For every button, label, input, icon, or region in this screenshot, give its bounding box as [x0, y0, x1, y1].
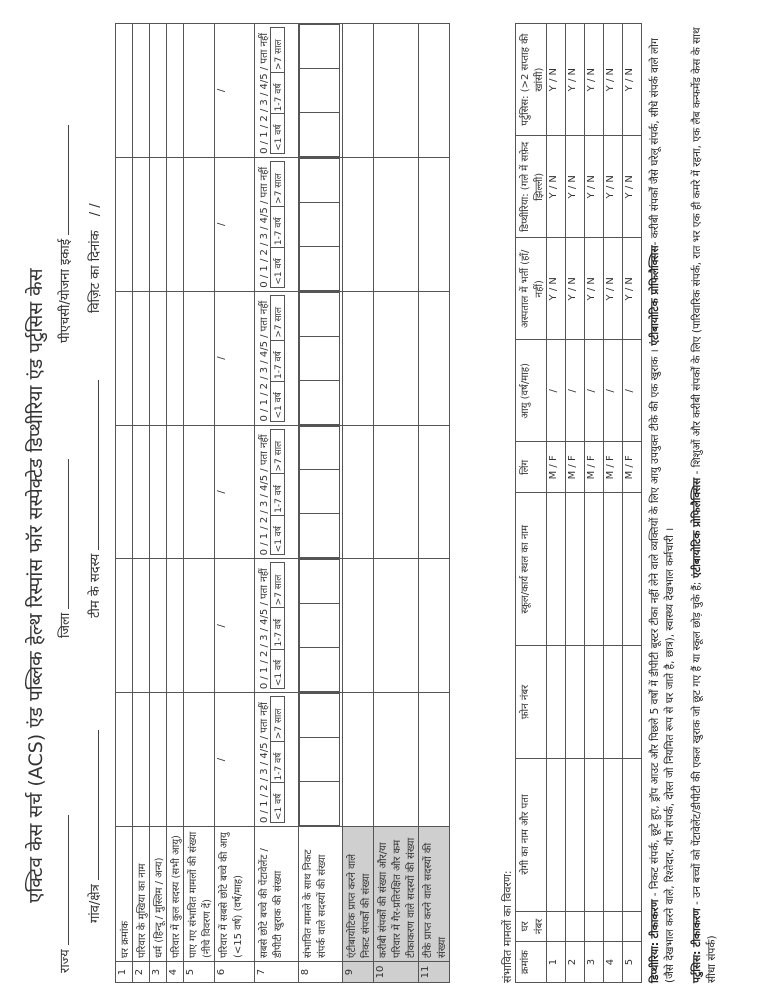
household-row [184, 24, 215, 983]
case-field-cell[interactable] [566, 493, 585, 646]
district-field [55, 459, 73, 638]
age-count-cell[interactable] [300, 292, 340, 336]
yes-no-cell[interactable]: Y / N [623, 136, 642, 238]
household-cell[interactable] [167, 24, 184, 158]
case-field-cell[interactable] [604, 493, 623, 646]
household-row [167, 24, 184, 983]
village-field [85, 730, 103, 923]
household-cell[interactable] [215, 425, 255, 559]
household-cell[interactable] [215, 24, 255, 158]
pertussis-text: - उन बच्चों को पेंटावेलेंट/डीपीटी की एकल खुराक जो छूट गए हैं या स्कूल छोड़ चुके हैं; [691, 581, 703, 909]
household-cell[interactable] [419, 425, 450, 559]
household-cell[interactable] [419, 693, 450, 827]
cases-column-header: रोगी का नाम और पता [516, 758, 547, 911]
yes-no-cell[interactable]: Y / N [585, 136, 604, 238]
household-cell[interactable] [419, 559, 450, 693]
yes-no-cell[interactable]: Y / N [604, 136, 623, 238]
household-cell[interactable] [374, 157, 419, 291]
sex-cell[interactable]: M / F [566, 442, 585, 493]
age-group-label: >7 साल [271, 563, 285, 608]
household-cell[interactable] [299, 425, 343, 559]
row-number: 3 [150, 962, 167, 983]
household-cell[interactable] [167, 291, 184, 425]
case-field-cell[interactable] [604, 911, 623, 942]
yes-no-cell[interactable]: Y / N [604, 238, 623, 340]
household-cell[interactable] [150, 425, 167, 559]
age-count-cell[interactable] [300, 514, 340, 558]
phc-field [55, 125, 73, 343]
dose-options: 0 / 1 / 2 / 3 / 4/5 / पता नहीं [259, 702, 270, 823]
household-cell[interactable] [116, 425, 133, 559]
age-cell[interactable]: / [623, 340, 642, 442]
household-cell[interactable] [150, 559, 167, 693]
case-field-cell[interactable] [623, 646, 642, 758]
age-count-cell[interactable] [300, 68, 340, 112]
household-cell[interactable] [374, 291, 419, 425]
sex-cell[interactable]: M / F [604, 442, 623, 493]
row-number: 8 [299, 962, 343, 983]
household-cell[interactable] [299, 693, 343, 827]
row-number: 7 [255, 962, 299, 983]
household-row [419, 24, 450, 983]
diphtheria-note [648, 23, 678, 983]
household-cell[interactable] [133, 157, 150, 291]
row-label: धर्म (हिन्दू / मुस्लिम / अन्य) [150, 827, 167, 962]
age-group-label: <1 वर्ष [271, 248, 285, 288]
diphtheria-prophylaxis-text: - करीबी संपर्कों जैसे घरेलू संपर्क, सीधे संपर्क वाले लोग (जैसे देखभाल करने वाले, रिश्तेदार, यौन संपर्क, दोस्त जो नियमित रूप से घर जाते है, छात्र), स्वास्थ्य देखभाल कर्मचारी । [649, 38, 676, 983]
age-group-label: >7 साल [271, 295, 285, 340]
household-cell[interactable] [116, 24, 133, 158]
row-label: परिवार के मुखिया का नाम [133, 827, 150, 962]
yes-no-cell[interactable]: Y / N [604, 24, 623, 136]
case-field-cell[interactable] [547, 646, 566, 758]
cases-column-header: घर नंबर [516, 911, 547, 942]
household-cell[interactable] [150, 291, 167, 425]
household-cell[interactable] [133, 425, 150, 559]
age-slashes: / [216, 222, 227, 226]
household-cell[interactable] [255, 157, 299, 291]
household-cell[interactable] [419, 157, 450, 291]
case-field-cell[interactable] [585, 758, 604, 911]
age-cell[interactable]: / [604, 340, 623, 442]
household-cell[interactable] [184, 24, 215, 158]
household-cell[interactable] [133, 24, 150, 158]
household-cell[interactable] [255, 559, 299, 693]
household-cell[interactable] [419, 291, 450, 425]
household-cell[interactable] [374, 693, 419, 827]
row-label: टीके प्राप्त करने वाले सदस्यों की संख्या [419, 827, 450, 962]
row-number: 10 [374, 962, 419, 983]
age-group-label: >7 साल [271, 161, 285, 206]
household-cell[interactable] [116, 291, 133, 425]
diphtheria-text: - निकट संपर्क, छूटे हुए, ड्रॉप आउट और पिछले 5 वर्षों में डीपीटी बूस्टर टीका नहीं लेने वाले व्यक्तियों के लिए आयु उपयुक्त टीके की एक खुराक । [649, 349, 661, 900]
phc-label: पीएचसी/योजना इकाई [58, 238, 73, 343]
cases-column-header: स्कूल/कार्य स्थल का नाम [516, 493, 547, 646]
household-row [299, 24, 343, 983]
household-cell[interactable] [255, 693, 299, 827]
visit-date-label: विज़िट का दिनांक [88, 230, 103, 313]
row-number: 6 [215, 962, 255, 983]
case-row [585, 24, 604, 983]
age-group-label: 1-7 वर्ष [271, 742, 285, 783]
case-row [547, 24, 566, 983]
pertussis-head: पर्टुसिस: टीकाकरण [691, 908, 703, 983]
case-field-cell[interactable] [623, 911, 642, 942]
case-field-cell[interactable] [547, 911, 566, 942]
row-label: पाए गए संभावित मामलों की संख्या (नीचे विवरण दें) [184, 827, 215, 962]
village-label: गांव/क्षेत्र [88, 884, 103, 923]
age-slashes: / [216, 757, 227, 762]
dose-options: 0 / 1 / 2 / 3 / 4/5 / पता नहीं [259, 300, 270, 422]
household-row [116, 24, 133, 983]
household-cell[interactable] [167, 693, 184, 827]
cases-column-header: क्रमांक [516, 942, 547, 983]
cases-column-header: डिप्थीरिया: (गले में सफ़ेद झिल्ली) [516, 136, 547, 238]
case-row [623, 24, 642, 983]
age-group-label: <1 वर्ष [271, 783, 285, 823]
household-cell[interactable] [343, 559, 374, 693]
yes-no-cell[interactable]: Y / N [585, 24, 604, 136]
age-group-label: 1-7 वर्ष [271, 608, 285, 649]
age-group-label: <1 वर्ष [271, 114, 285, 154]
age-count-cell[interactable] [300, 336, 340, 380]
case-number: 3 [585, 942, 604, 983]
dose-options: 0 / 1 / 2 / 3 / 4/5 / पता नहीं [259, 166, 270, 288]
case-field-cell[interactable] [566, 646, 585, 758]
household-cell[interactable] [167, 559, 184, 693]
case-field-cell[interactable] [547, 758, 566, 911]
yes-no-cell[interactable]: Y / N [585, 238, 604, 340]
household-cell[interactable] [343, 291, 374, 425]
case-number: 2 [566, 942, 585, 983]
age-slashes: / [216, 356, 227, 360]
household-cell[interactable] [167, 157, 184, 291]
age-group-label: >7 साल [271, 429, 285, 474]
dose-options: 0 / 1 / 2 / 3 / 4/5 / पता नहीं [259, 434, 270, 556]
yes-no-cell[interactable]: Y / N [547, 136, 566, 238]
age-slashes: / [216, 88, 227, 93]
age-count-cell[interactable] [300, 604, 340, 648]
age-group-label: 1-7 वर्ष [271, 340, 285, 381]
age-count-cell[interactable] [300, 738, 340, 782]
row-label: परिवार में सबसे छोटे बच्चे की आयु (<15 वर्ष) (वर्ष/माह) [215, 827, 255, 962]
age-group-label: 1-7 वर्ष [271, 474, 285, 515]
age-count-cell[interactable] [300, 648, 340, 692]
household-cell[interactable] [116, 693, 133, 827]
household-cell[interactable] [150, 157, 167, 291]
household-cell[interactable] [150, 24, 167, 158]
household-cell[interactable] [215, 693, 255, 827]
household-cell[interactable] [133, 559, 150, 693]
household-cell[interactable] [184, 157, 215, 291]
household-cell[interactable] [116, 157, 133, 291]
district-label: जिला [58, 612, 73, 638]
age-count-cell[interactable] [300, 470, 340, 514]
state-field [55, 815, 73, 973]
age-group-label: >7 साल [271, 28, 285, 73]
case-row [604, 24, 623, 983]
household-cell[interactable] [150, 693, 167, 827]
age-count-cell[interactable] [300, 380, 340, 424]
cases-section-title: संभावित मामलों का विवरण: [501, 870, 514, 983]
age-count-cell[interactable] [300, 782, 340, 826]
household-row [215, 24, 255, 983]
age-count-cell[interactable] [300, 25, 340, 69]
yes-no-cell[interactable]: Y / N [566, 238, 585, 340]
team-label: टीम के सदस्य [88, 553, 103, 618]
yes-no-cell[interactable]: Y / N [547, 238, 566, 340]
household-cell[interactable] [343, 157, 374, 291]
household-cell[interactable] [184, 425, 215, 559]
case-field-cell[interactable] [604, 646, 623, 758]
household-cell[interactable] [374, 24, 419, 158]
household-cell[interactable] [255, 24, 299, 158]
row-number: 2 [133, 962, 150, 983]
yes-no-cell[interactable]: Y / N [566, 136, 585, 238]
household-cell[interactable] [215, 559, 255, 693]
cases-table [515, 23, 642, 983]
case-number: 4 [604, 942, 623, 983]
household-cell[interactable] [299, 559, 343, 693]
age-count-cell[interactable] [300, 694, 340, 738]
row-label: संभावित मामले के साथ निकट संपर्क वाले सदस्यों की संख्या [299, 827, 343, 962]
age-group-label: 1-7 वर्ष [271, 206, 285, 247]
household-cell[interactable] [374, 559, 419, 693]
row-label: घर क्रमांक [116, 827, 133, 962]
household-cell[interactable] [299, 157, 343, 291]
household-cell[interactable] [299, 291, 343, 425]
age-count-cell[interactable] [300, 202, 340, 246]
row-label: सबसे छोटे बच्चे की पेंटावेलेंट / डीपीटी खुराक की संख्या [255, 827, 299, 962]
yes-no-cell[interactable]: Y / N [547, 24, 566, 136]
case-number: 5 [623, 942, 642, 983]
notes-block [648, 23, 720, 983]
household-cell[interactable] [133, 693, 150, 827]
yes-no-cell[interactable]: Y / N [623, 24, 642, 136]
age-cell[interactable]: / [566, 340, 585, 442]
form-title: एक्टिव केस सर्च (ACS) एंड पब्लिक हेल्थ रिस्पांस फॉर सस्पेक्टेड डिप्थीरिया एंड पर्टुसिस केस [25, 268, 47, 903]
age-count-cell[interactable] [300, 426, 340, 470]
age-slashes: / [216, 490, 227, 494]
pertussis-prophylaxis-head: एंटीबायोटिक प्रोफिलैक्सिस [691, 477, 703, 582]
row-number: 1 [116, 962, 133, 983]
case-row [566, 24, 585, 983]
cases-column-header: फ़ोन नंबर [516, 646, 547, 758]
cases-column-header: अस्पताल में भर्ती (हाँ/ नहीं) [516, 238, 547, 340]
case-field-cell[interactable] [623, 758, 642, 911]
household-cell[interactable] [299, 24, 343, 158]
case-field-cell[interactable] [566, 911, 585, 942]
household-cell[interactable] [419, 24, 450, 158]
age-cell[interactable]: / [585, 340, 604, 442]
age-group-label: >7 साल [271, 697, 285, 742]
household-cell[interactable] [343, 24, 374, 158]
row-number: 9 [343, 962, 374, 983]
household-row [374, 24, 419, 983]
household-row [255, 24, 299, 983]
case-field-cell[interactable] [585, 493, 604, 646]
row-label: करीबी संपर्कों की संख्या और/या परिवार में गैर-प्रतिरक्षित और कम टीकाकरण वाले सदस्यों की संख्या [374, 827, 419, 962]
case-number: 1 [547, 942, 566, 983]
row-number: 4 [167, 962, 184, 983]
household-cell[interactable] [133, 291, 150, 425]
household-cell[interactable] [215, 157, 255, 291]
case-field-cell[interactable] [547, 493, 566, 646]
team-field [85, 380, 103, 618]
sex-cell[interactable]: M / F [547, 442, 566, 493]
visit-date-field [85, 203, 103, 313]
case-field-cell[interactable] [566, 758, 585, 911]
dose-options: 0 / 1 / 2 / 3 / 4/5 / पता नहीं [259, 568, 270, 690]
age-slashes: / [216, 624, 227, 628]
row-label: एंटीबायोटिक प्राप्त करने वाले निकट संपर्कों की संख्या [343, 827, 374, 962]
household-cell[interactable] [116, 559, 133, 693]
diphtheria-head: डिप्थीरिया: टीकाकरण [649, 899, 661, 983]
visit-date-slashes: / / [88, 203, 103, 217]
case-field-cell[interactable] [585, 646, 604, 758]
row-number: 5 [184, 962, 215, 983]
household-row [150, 24, 167, 983]
age-count-cell[interactable] [300, 246, 340, 290]
state-label: राज्य [58, 949, 73, 973]
age-cell[interactable]: / [547, 340, 566, 442]
dose-options: 0 / 1 / 2 / 3 / 4/5 / पता नहीं [259, 33, 270, 154]
household-cell[interactable] [184, 559, 215, 693]
age-group-label: <1 वर्ष [271, 515, 285, 555]
age-group-label: <1 वर्ष [271, 649, 285, 689]
diphtheria-prophylaxis-head: एंटीबायोटिक प्रोफिलैक्सिस [649, 245, 661, 350]
cases-column-header: लिंग [516, 442, 547, 493]
household-cell[interactable] [255, 291, 299, 425]
row-label: परिवार में कुल सदस्य (सभी आयु) [167, 827, 184, 962]
household-row [133, 24, 150, 983]
household-cell[interactable] [343, 425, 374, 559]
case-field-cell[interactable] [623, 493, 642, 646]
case-field-cell[interactable] [604, 758, 623, 911]
household-cell[interactable] [215, 291, 255, 425]
age-count-cell[interactable] [300, 158, 340, 202]
age-group-label: <1 वर्ष [271, 382, 285, 422]
household-cell[interactable] [255, 425, 299, 559]
yes-no-cell[interactable]: Y / N [566, 24, 585, 136]
age-count-cell[interactable] [300, 112, 340, 156]
household-cell[interactable] [343, 693, 374, 827]
household-table [115, 23, 450, 983]
sex-cell[interactable]: M / F [623, 442, 642, 493]
household-cell[interactable] [184, 291, 215, 425]
pertussis-prophylaxis-text: - शिशुओं और करीबी संपर्कों के लिए (पारिवारिक संपर्क, रात भर एक ही कमरे में रहना, एक लैब कन्फर्मेड केस के साथ सीधा संपर्क) [691, 27, 718, 983]
row-number: 11 [419, 962, 450, 983]
household-cell[interactable] [184, 693, 215, 827]
age-count-cell[interactable] [300, 560, 340, 604]
age-group-label: 1-7 वर्ष [271, 72, 285, 113]
yes-no-cell[interactable]: Y / N [623, 238, 642, 340]
household-cell[interactable] [167, 425, 184, 559]
sex-cell[interactable]: M / F [585, 442, 604, 493]
household-cell[interactable] [374, 425, 419, 559]
household-row [343, 24, 374, 983]
cases-column-header: आयु (वर्ष/माह) [516, 340, 547, 442]
case-field-cell[interactable] [585, 911, 604, 942]
pertussis-note [690, 23, 720, 983]
cases-column-header: पर्टुसिस: (>2 सप्ताह की खांसी) [516, 24, 547, 136]
